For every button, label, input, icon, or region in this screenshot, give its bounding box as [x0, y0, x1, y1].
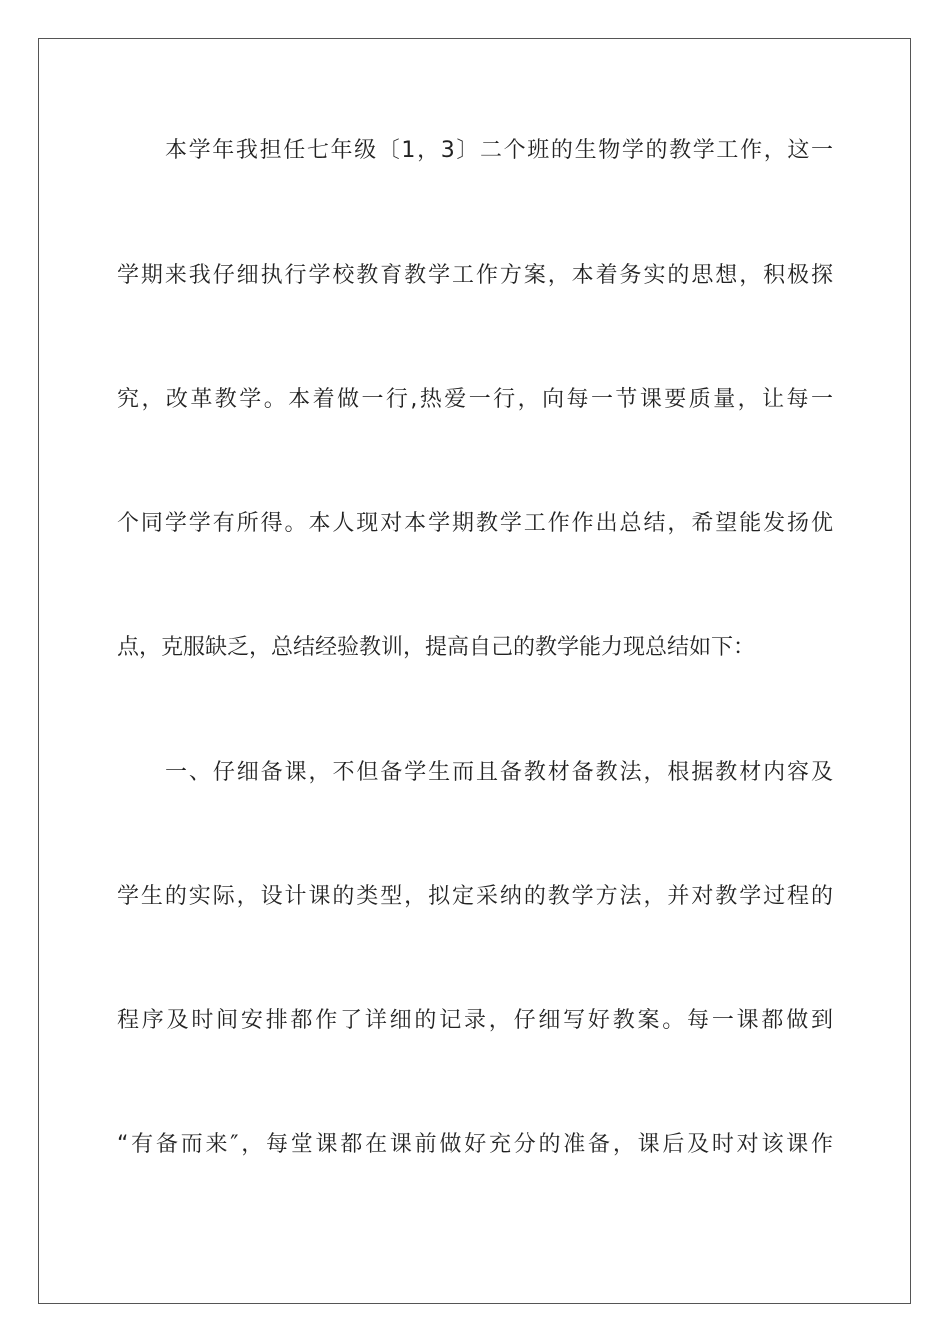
paragraph-1-line-4: 个同学学有所得。本人现对本学期教学工作作出总结，希望能发扬优	[117, 511, 833, 536]
paragraph-2-line-2: 学生的实际，设计课的类型，拟定采纳的教学方法，并对教学过程的	[117, 884, 833, 909]
page-frame	[38, 38, 911, 1304]
paragraph-1-line-3: 究，改革教学。本着做一行,热爱一行，向每一节课要质量，让每一	[117, 387, 833, 412]
paragraph-2-line-4: “有备而来″，每堂课都在课前做好充分的准备，课后及时对该课作	[117, 1132, 833, 1157]
paragraph-1-line-2: 学期来我仔细执行学校教育教学工作方案，本着务实的思想，积极探	[117, 263, 833, 288]
paragraph-2-line-1: 一、仔细备课，不但备学生而且备教材备教法，根据教材内容及	[165, 760, 833, 785]
paragraph-1-line-5: 点，克服缺乏，总结经验教训，提高自己的教学能力现总结如下：	[117, 635, 756, 660]
paragraph-1-line-1: 本学年我担任七年级〔1，3〕二个班的生物学的教学工作，这一	[165, 138, 833, 163]
paragraph-2-line-3: 程序及时间安排都作了详细的记录，仔细写好教案。每一课都做到	[117, 1008, 833, 1033]
